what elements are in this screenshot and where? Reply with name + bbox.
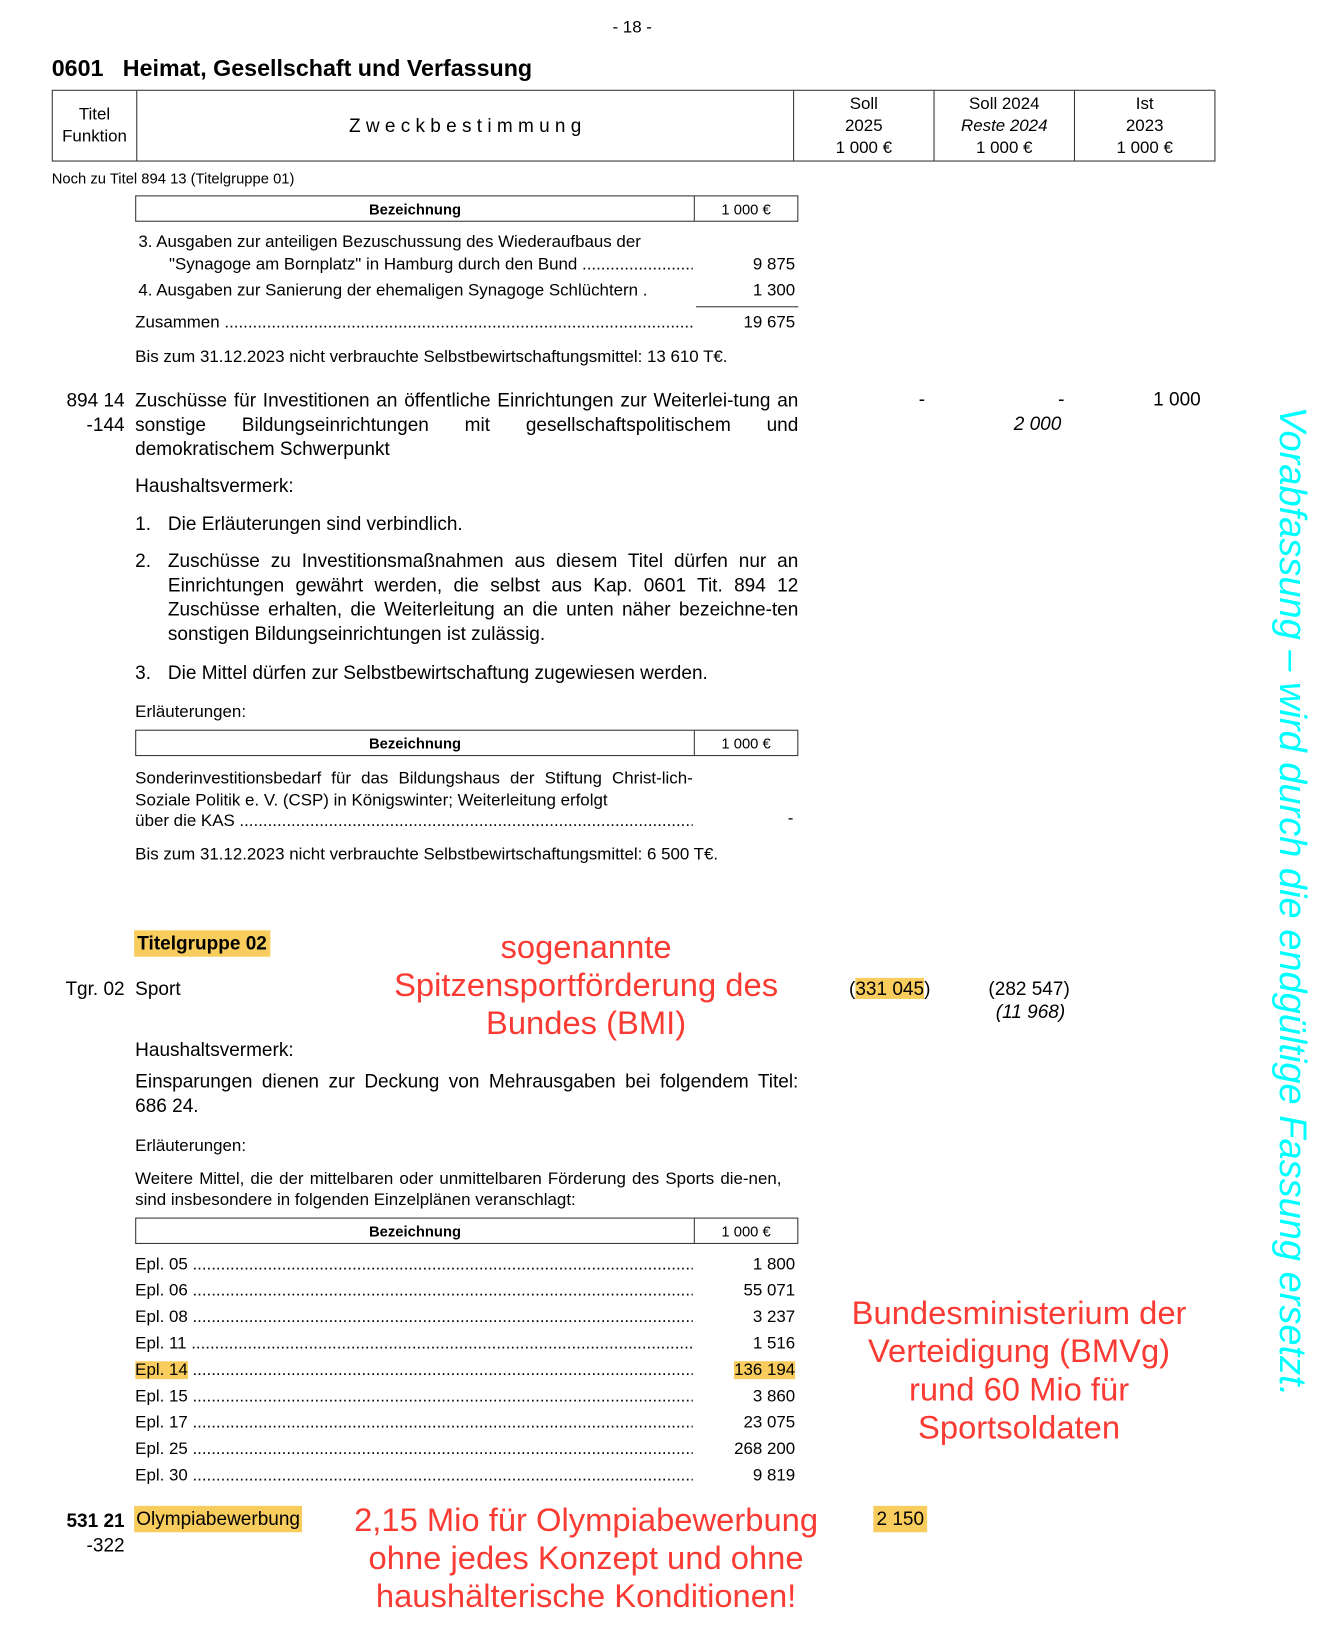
einzelplan-value-cell bbox=[693, 1282, 795, 1301]
einzelplan-value-cell bbox=[693, 1388, 795, 1407]
title-purpose: Olympiabewerbung bbox=[134, 1506, 302, 1532]
einzelplan-name: Epl. 11 bbox=[135, 1334, 187, 1353]
einzelplan-row bbox=[135, 1388, 693, 1407]
soll-2025: - bbox=[918, 388, 926, 410]
einzelplan-name: Epl. 08 bbox=[135, 1308, 188, 1327]
soll-2025: 2 150 bbox=[873, 1506, 927, 1532]
note: Bis zum 31.12.2023 nicht verbrauchte Selbstbewirtschaftungsmittel: 13 610 T€. bbox=[135, 348, 728, 367]
einzelplan-value: 9 819 bbox=[752, 1466, 796, 1485]
haushaltsvermerk-text: Einsparungen dienen zur Deckung von Mehrausgaben bei folgendem Titel: 686 24. bbox=[135, 1070, 799, 1117]
erlaeuterung-text: über die KAS ..... bbox=[135, 812, 693, 831]
title-number: 894 14 -144 bbox=[66, 389, 125, 436]
annotation-olympia: 2,15 Mio für Olympiabewerbung ohne jedes Konzept und ohne haushälterische Konditionen! bbox=[354, 1501, 819, 1615]
sum-value: 19 675 bbox=[743, 313, 796, 332]
soll-2024: (282 547) bbox=[988, 977, 1070, 999]
einzelplan-name: Epl. 15 bbox=[135, 1387, 188, 1406]
chapter-title: 0601 Heimat, Gesellschaft und Verfassung bbox=[51, 54, 533, 82]
list-number: 3. bbox=[135, 662, 152, 684]
value: - bbox=[787, 809, 794, 828]
note: Bis zum 31.12.2023 nicht verbrauchte Selbstbewirtschaftungsmittel: 6 500 T€. bbox=[135, 845, 719, 864]
title-purpose: Sport bbox=[135, 977, 181, 999]
einzelplan-value: 3 860 bbox=[752, 1387, 796, 1406]
einzelplan-value: 3 237 bbox=[752, 1308, 796, 1327]
einzelplan-value: 1 800 bbox=[752, 1255, 796, 1274]
einzelplan-row bbox=[135, 1361, 693, 1380]
titelgruppe-heading: Titelgruppe 02 bbox=[134, 930, 270, 956]
einzelplan-name: Epl. 30 bbox=[135, 1466, 188, 1485]
einzelplan-row bbox=[135, 1308, 693, 1327]
einzelplan-value: 136 194 bbox=[734, 1361, 796, 1380]
erlaeuterungen-label: Erläuterungen: bbox=[135, 703, 247, 722]
table-header: Bezeichnung 1 000 € bbox=[135, 730, 798, 756]
list-number: 1. bbox=[135, 513, 152, 535]
reste-2024: (11 968) bbox=[995, 1001, 1066, 1023]
list-item: Zuschüsse zu Investitionsmaßnahmen aus diesem Titel dürfen nur an Einrichtungen gewährt werden, die selbst aus Kap. 0601 Tit. 894 12 Zuschüsse erhalten, die Weiterleitung an die unten näher bezeichne-ten sonstigen Bildungseinrichtungen ist zulässig. bbox=[167, 550, 799, 645]
list-item: Die Mittel dürfen zur Selbstbewirtschaftung zugewiesen werden. bbox=[167, 662, 708, 684]
einzelplan-name: Epl. 06 bbox=[135, 1281, 188, 1300]
einzelplan-value-cell bbox=[693, 1361, 795, 1380]
column-header: Titel Funktion Z w e c k b e s t i m m u n g Soll 2025 1 000 € Soll 2024 Reste 2024 1 000 € Ist 2023 1 000 € bbox=[52, 90, 1216, 162]
einzelplan-row bbox=[135, 1335, 693, 1354]
title-purpose: Zuschüsse für Investitionen an öffentliche Einrichtungen zur Weiterlei-tung an sonstige Bildungseinrichtungen mit gesellschaftspolitischem und demokratischem Schwerpunkt bbox=[135, 389, 799, 460]
einzelplan-value: 55 071 bbox=[743, 1281, 796, 1300]
title-number: Tgr. 02 bbox=[65, 977, 125, 999]
einzelplan-name: Epl. 05 bbox=[135, 1255, 188, 1274]
einzelplan-value-cell bbox=[693, 1335, 795, 1354]
einzelplan-value-cell bbox=[693, 1467, 795, 1486]
sum-label: Zusammen ..... bbox=[135, 314, 693, 333]
list-item: "Synagoge am Bornplatz" in Hamburg durch den Bund ..... bbox=[169, 256, 693, 275]
reste-2024: 2 000 bbox=[1013, 412, 1062, 435]
einzelplan-row bbox=[135, 1414, 693, 1433]
erlaeuterung-text: Sonderinvestitionsbedarf für das Bildungshaus der Stiftung Christ-lich-Soziale Politik e. V. (CSP) in Königswinter; Weiterleitung erfolgt bbox=[135, 769, 693, 810]
soll-2025: (331 045) bbox=[849, 977, 931, 999]
list-item: Die Erläuterungen sind verbindlich. bbox=[167, 513, 463, 535]
erlaeuterungen-label: Erläuterungen: bbox=[135, 1137, 247, 1156]
list-item: 3. Ausgaben zur anteiligen Bezuschussung des Wiederaufbaus der bbox=[138, 233, 641, 252]
list-number: 2. bbox=[135, 550, 152, 572]
annotation-bmvg: Bundesministerium der Verteidigung (BMVg) rund 60 Mio für Sportsoldaten bbox=[851, 1294, 1187, 1446]
einzelplan-value: 1 516 bbox=[752, 1334, 796, 1353]
table-header: Bezeichnung 1 000 € bbox=[135, 195, 798, 221]
page-number: - 18 - bbox=[612, 19, 652, 37]
soll-2024: - bbox=[1058, 388, 1065, 410]
list-item: 4. Ausgaben zur Sanierung der ehemaligen Synagoge Schlüchtern . bbox=[138, 281, 648, 300]
einzelplan-value-cell bbox=[693, 1308, 795, 1327]
einzelplan-value-cell bbox=[693, 1414, 795, 1433]
haushaltsvermerk-label: Haushaltsvermerk: bbox=[135, 475, 294, 497]
erlaeuterung-text: Weitere Mittel, die der mittelbaren oder unmittelbaren Förderung des Sports die-nen, sind insbesondere in folgenden Einzelplänen veranschlagt: bbox=[135, 1170, 782, 1210]
value: 1 300 bbox=[752, 281, 796, 300]
einzelplan-value: 268 200 bbox=[734, 1440, 796, 1459]
annotation-bmi: sogenannte Spitzensportförderung des Bundes (BMI) bbox=[394, 928, 779, 1042]
einzelplan-value-cell bbox=[693, 1440, 795, 1459]
einzelplan-name: Epl. 17 bbox=[135, 1413, 188, 1432]
draft-watermark: Vorabfassung – wird durch die endgültige Fassung ersetzt. bbox=[1271, 406, 1315, 1397]
einzelplan-value-cell bbox=[693, 1256, 795, 1275]
einzelplan-row bbox=[135, 1467, 693, 1486]
einzelplan-row bbox=[135, 1256, 693, 1275]
einzelplan-name: Epl. 25 bbox=[135, 1440, 188, 1459]
title-number: 531 21 -322 bbox=[66, 1510, 125, 1556]
einzelplan-row bbox=[135, 1440, 693, 1459]
einzelplan-name: Epl. 14 bbox=[135, 1361, 188, 1380]
einzelplan-value: 23 075 bbox=[743, 1413, 796, 1432]
value: 9 875 bbox=[752, 255, 796, 274]
sum-divider bbox=[696, 306, 798, 307]
ist-2023: 1 000 bbox=[1153, 388, 1201, 410]
einzelplan-row bbox=[135, 1282, 693, 1301]
continuation-note: Noch zu Titel 894 13 (Titelgruppe 01) bbox=[51, 170, 295, 187]
haushaltsvermerk-label: Haushaltsvermerk: bbox=[135, 1039, 294, 1061]
table-header: Bezeichnung 1 000 € bbox=[135, 1218, 798, 1244]
